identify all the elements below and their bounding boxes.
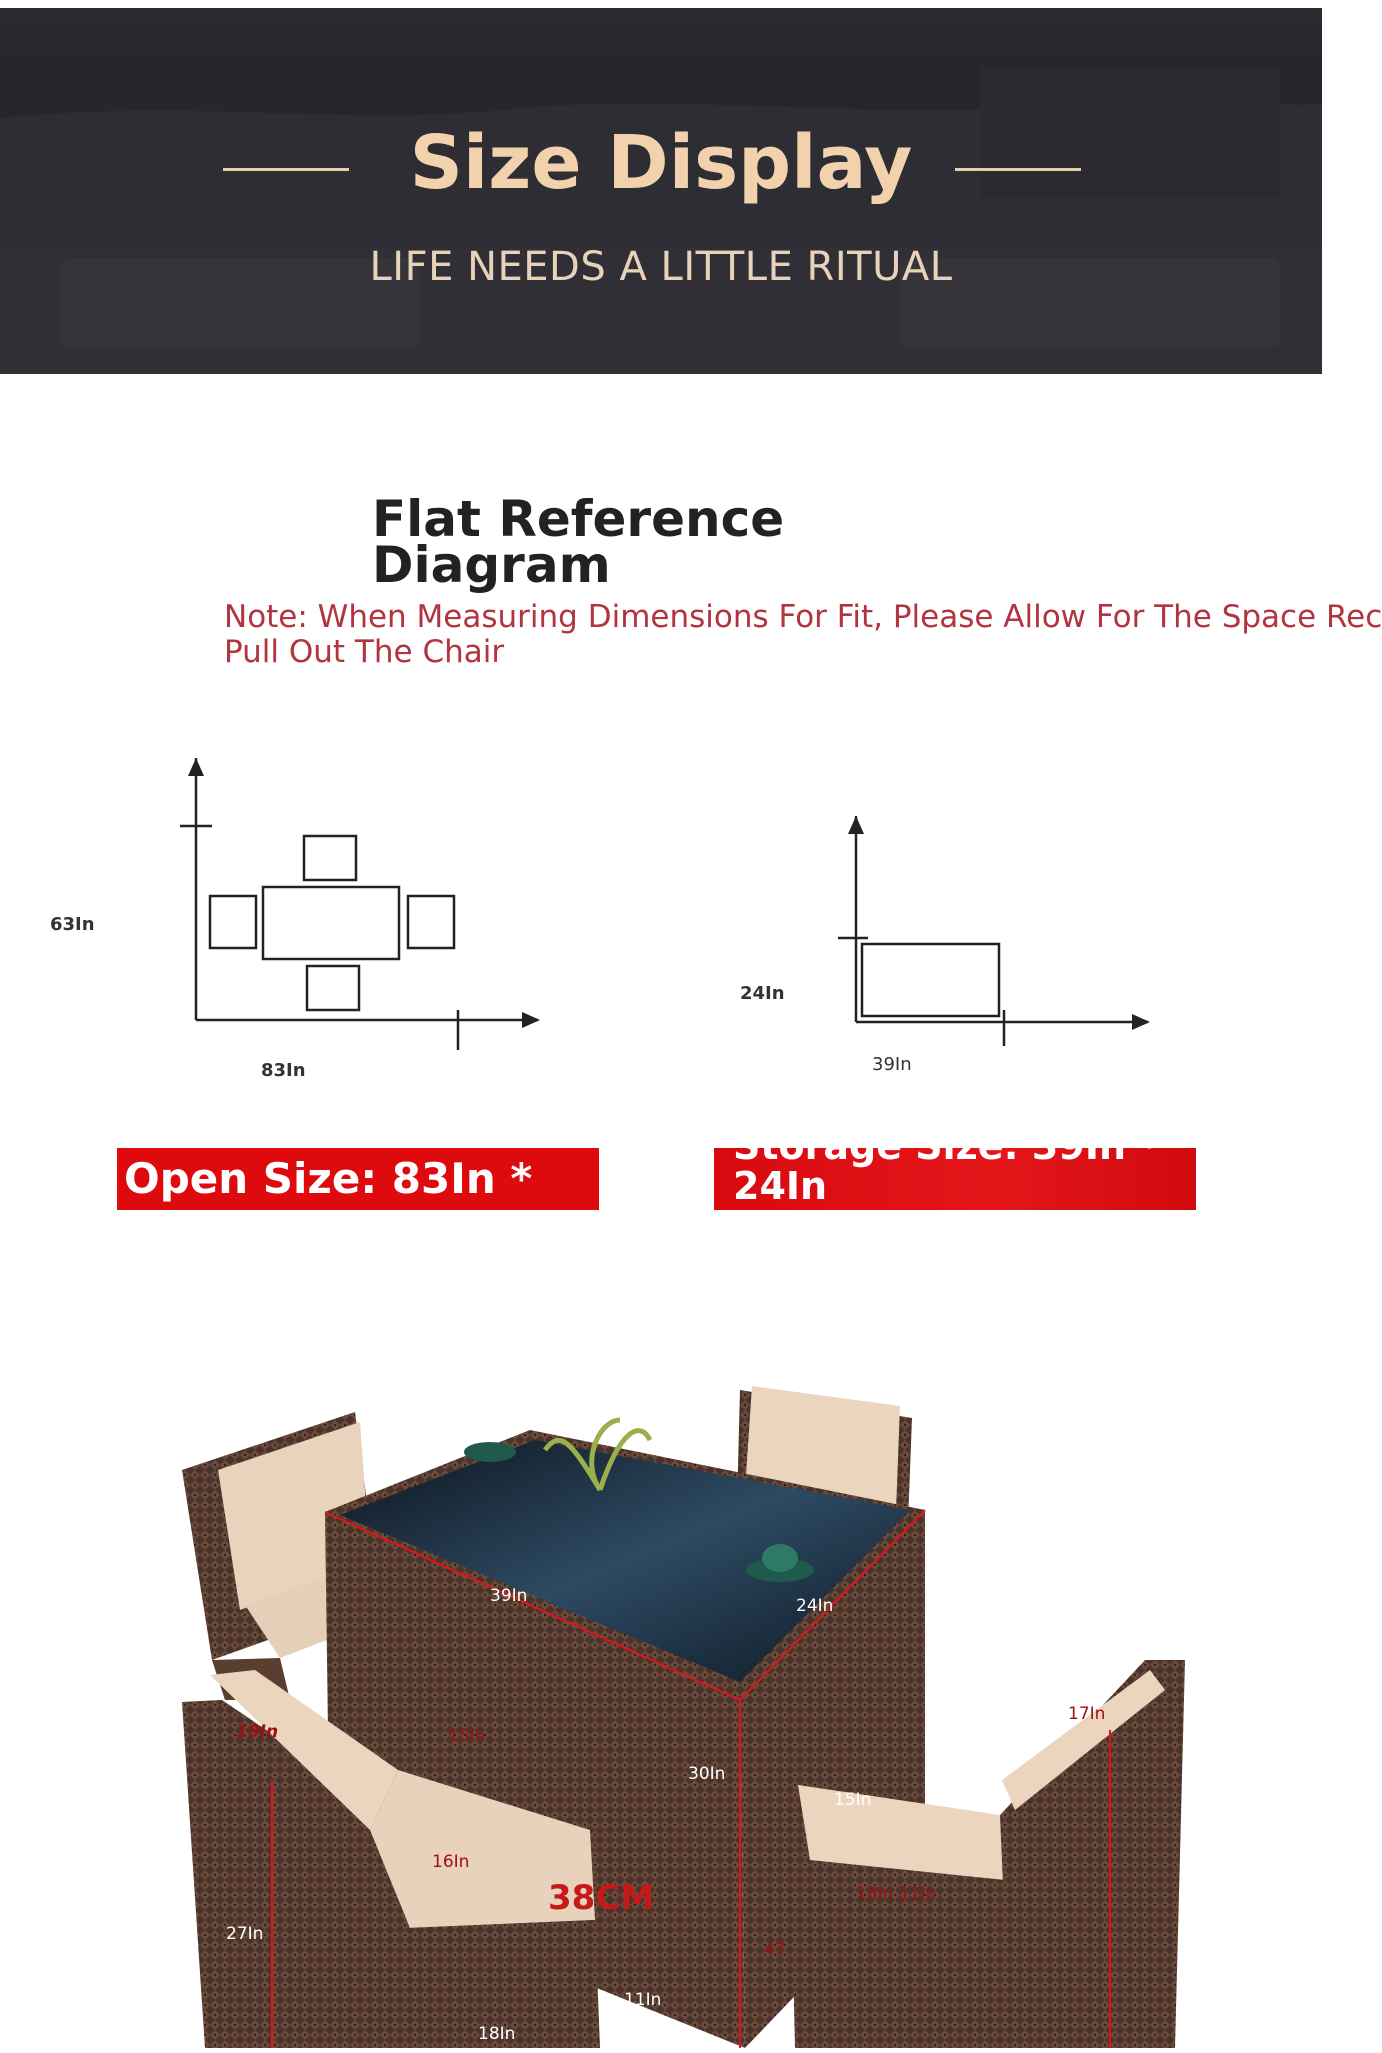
furniture-photo xyxy=(0,1360,1322,2048)
flat-diagrams xyxy=(0,740,1322,1080)
table-width-label: 24In xyxy=(796,1596,834,1616)
table-height-label: 30In xyxy=(688,1764,726,1784)
furniture-illustration xyxy=(0,1360,1322,2048)
right-chair-top-label: 17In xyxy=(1068,1704,1106,1724)
table-length-label: 39In xyxy=(490,1586,528,1606)
note-line-2: Pull Out The Chair xyxy=(224,634,505,670)
chair-depth-label: 19In xyxy=(236,1722,279,1742)
flat-reference-title: Flat Reference Diagram xyxy=(372,490,785,594)
right-chair-side-label: 15In xyxy=(834,1790,872,1810)
measuring-note xyxy=(224,599,1382,670)
open-height-label: 63In xyxy=(50,914,95,935)
chair-bottom-label: 18In xyxy=(478,2024,516,2044)
note-line-1: Note: When Measuring Dimensions For Fit, Please Allow For The Space Rec xyxy=(224,599,1382,635)
banner-title: Size Display xyxy=(409,120,913,206)
storage-size-line-2: 24In xyxy=(733,1164,828,1208)
seat-gap-label: 11In xyxy=(624,1990,662,2010)
storage-size-bar xyxy=(714,1124,1196,1210)
open-width-label: 83In xyxy=(261,1060,306,1081)
center-mark-label: 38CM xyxy=(548,1878,655,1918)
right-chair-leg-label: 47 xyxy=(764,1940,786,1960)
flat-diagram-drawing xyxy=(0,740,1322,1080)
top-strip xyxy=(0,0,1322,8)
open-size-diagram xyxy=(180,758,540,1050)
open-size-bar: Open Size: 83In * 63In xyxy=(117,1148,599,1210)
size-display-banner xyxy=(0,8,1322,374)
right-chair-seat-label: 18In 11In xyxy=(856,1884,937,1904)
storage-height-label: 24In xyxy=(740,983,785,1004)
chair-seat-width-label: 15In xyxy=(448,1726,486,1746)
storage-width-label: 39In xyxy=(872,1054,912,1075)
storage-size-line-1: Storage Size: 39In * xyxy=(733,1124,1160,1168)
banner-subtitle: LIFE NEEDS A LITTLE RITUAL xyxy=(369,244,953,290)
chair-seat-depth-label: 16In xyxy=(432,1852,470,1872)
chair-height-label: 27In xyxy=(226,1924,264,1944)
storage-size-diagram xyxy=(838,816,1150,1046)
